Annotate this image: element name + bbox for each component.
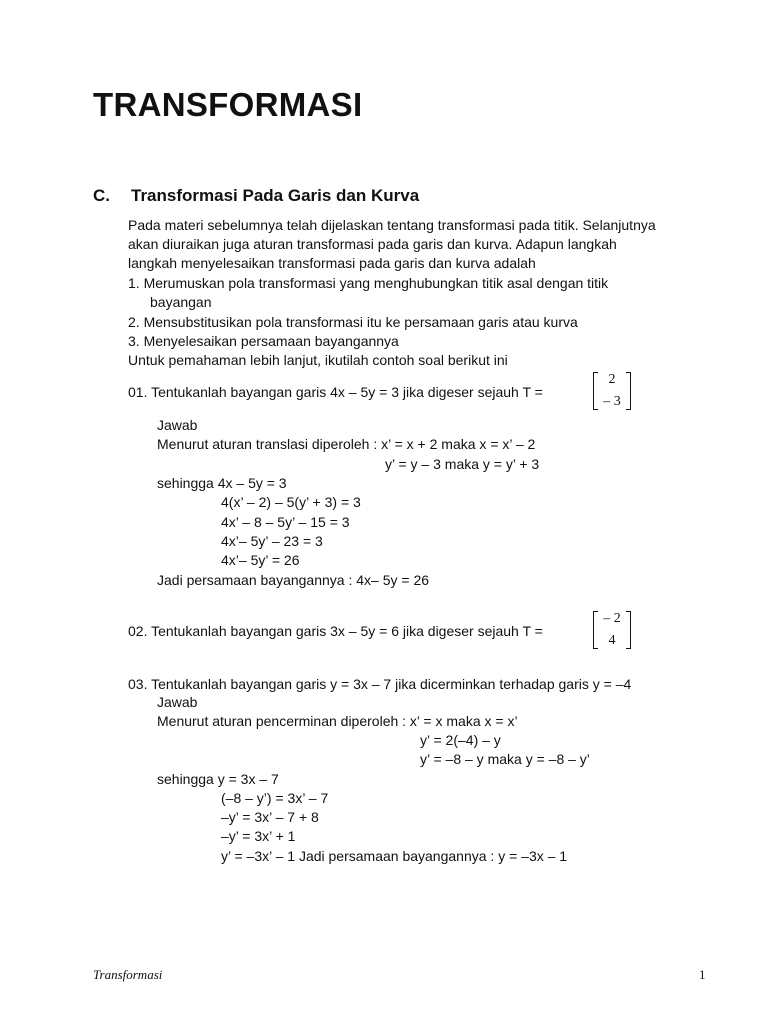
matrix-entry-top: – 2 [603, 611, 621, 626]
section-label: C. [93, 186, 110, 205]
footer-title: Transformasi [93, 967, 163, 982]
step-2: 2. Mensubstitusikan pola transformasi itu ke persamaan garis atau kurva [128, 314, 578, 330]
final-answer: Jadi persamaan bayangannya : 4x– 5y = 26 [157, 572, 430, 588]
answer-label: Jawab [157, 417, 198, 433]
page-title: TRANSFORMASI [93, 86, 363, 123]
answer-label: Jawab [157, 694, 198, 710]
matrix-entry-top: 2 [608, 372, 616, 387]
solution-line: sehingga 4x – 5y = 3 [157, 475, 287, 491]
matrix-entry-bottom: – 3 [603, 394, 621, 409]
step-1: 1. Merumuskan pola transformasi yang menghubungkan titik asal dengan titik [128, 275, 609, 291]
intro-line-2: akan diuraikan juga aturan transformasi pada garis dan kurva. Adapun langkah [128, 236, 617, 252]
solution-line: 4x’– 5y’ – 23 = 3 [221, 533, 323, 549]
problem-1-question: 01. Tentukanlah bayangan garis 4x – 5y = 3 jika digeser sejauh T = [128, 384, 543, 400]
solution-line: sehingga y = 3x – 7 [157, 771, 279, 787]
solution-line: –y’ = 3x’ – 7 + 8 [221, 809, 319, 825]
solution-line: 4x’– 5y’ = 26 [221, 552, 300, 568]
final-answer: y’ = –3x’ – 1 Jadi persamaan bayangannya : y = –3x – 1 [221, 848, 568, 864]
step-3: 3. Menyelesaikan persamaan bayangannya [128, 333, 399, 349]
solution-line: y’ = 2(–4) – y [420, 732, 501, 748]
problem-2-matrix [593, 611, 631, 649]
intro-closing: Untuk pemahaman lebih lanjut, ikutilah contoh soal berikut ini [128, 352, 508, 368]
intro-line-3: langkah menyelesaikan transformasi pada garis dan kurva adalah [128, 255, 536, 271]
problem-1-matrix [593, 372, 631, 410]
solution-line: –y’ = 3x’ + 1 [221, 828, 296, 844]
problem-3-question: 03. Tentukanlah bayangan garis y = 3x – 7 jika dicerminkan terhadap garis y = –4 [128, 676, 632, 692]
solution-line: (–8 – y’) = 3x’ – 7 [221, 790, 329, 806]
solution-line: 4(x’ – 2) – 5(y’ + 3) = 3 [221, 494, 361, 510]
intro-line-1: Pada materi sebelumnya telah dijelaskan tentang transformasi pada titik. Selanjutnya [128, 217, 656, 233]
solution-line: Menurut aturan translasi diperoleh : x’ = x + 2 maka x = x’ – 2 [157, 436, 536, 452]
page-number: 1 [699, 967, 706, 982]
step-1-continuation: bayangan [150, 294, 212, 310]
solution-line: y’ = –8 – y maka y = –8 – y’ [420, 751, 590, 767]
matrix-entry-bottom: 4 [608, 633, 616, 648]
solution-line: Menurut aturan pencerminan diperoleh : x’ = x maka x = x’ [157, 713, 518, 729]
solution-line: y’ = y – 3 maka y = y’ + 3 [385, 456, 540, 472]
section-title: Transformasi Pada Garis dan Kurva [131, 186, 420, 205]
problem-2-question: 02. Tentukanlah bayangan garis 3x – 5y = 6 jika digeser sejauh T = [128, 623, 543, 639]
solution-line: 4x’ – 8 – 5y’ – 15 = 3 [221, 514, 350, 530]
